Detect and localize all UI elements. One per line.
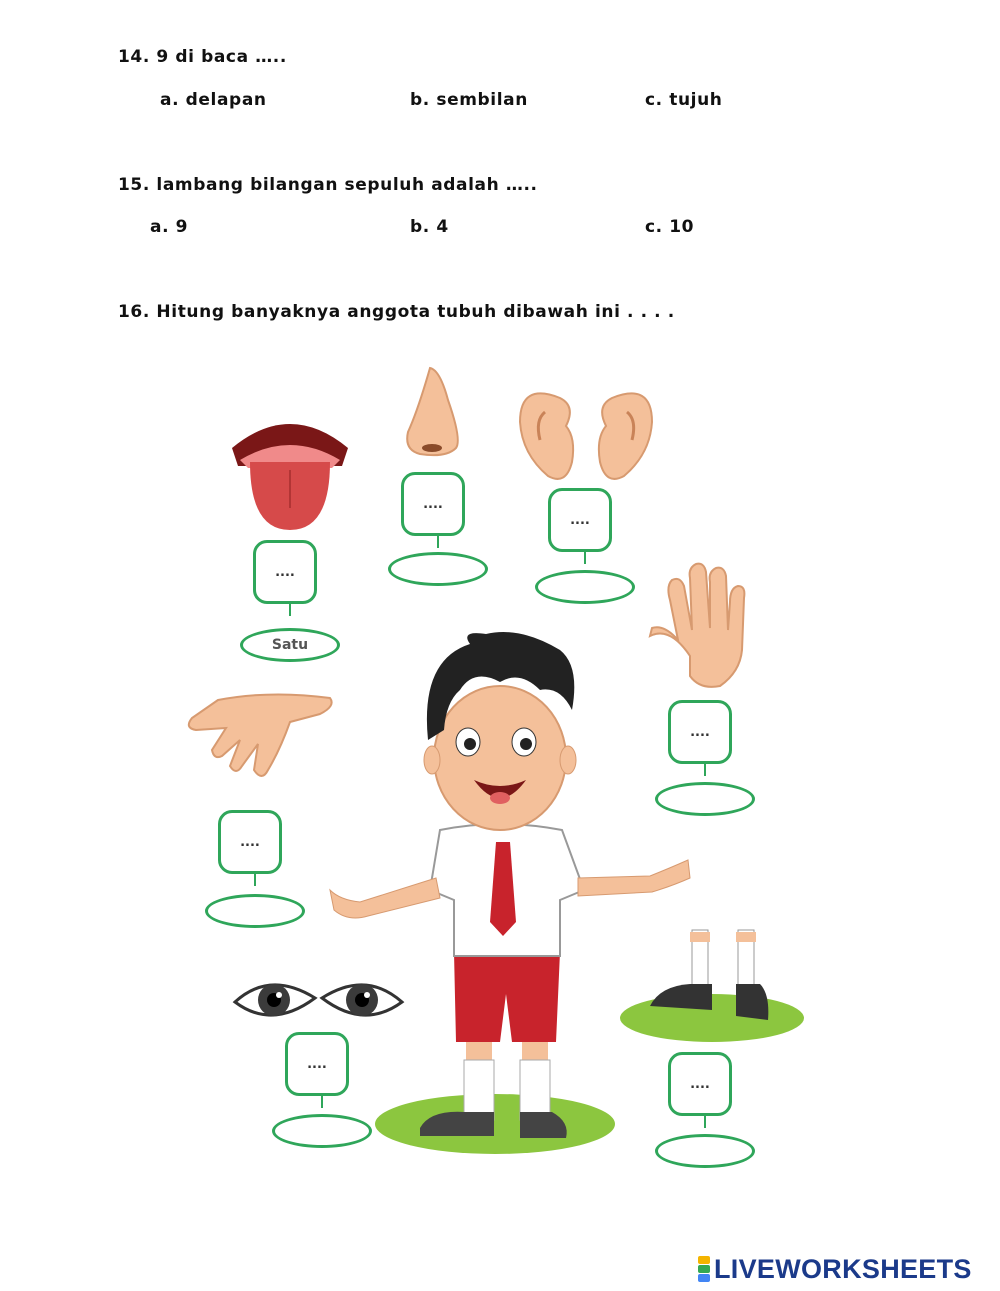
connector-line (704, 1116, 706, 1128)
nose-word-oval[interactable] (388, 552, 488, 586)
question-15: 15. lambang bilangan sepuluh adalah ….. (118, 175, 538, 195)
nose-image (407, 368, 458, 455)
fingers-count-box[interactable]: .... (218, 810, 282, 874)
body-parts-illustration (0, 330, 1000, 1230)
boy-image (330, 632, 690, 1154)
tongue-image (232, 424, 348, 530)
connector-line (704, 764, 706, 776)
hand-word-oval[interactable] (655, 782, 755, 816)
connector-line (437, 536, 439, 548)
question-16: 16. Hitung banyaknya anggota tubuh dibawah ini . . . . (118, 302, 675, 322)
fingers-image (189, 694, 332, 776)
eyes-image (235, 984, 402, 1016)
hand-count-box[interactable]: .... (668, 700, 732, 764)
question-15-option-c: c. 10 (645, 217, 695, 237)
question-14-option-a: a. delapan (160, 90, 267, 110)
hand-image (650, 564, 744, 687)
feet-word-oval[interactable] (655, 1134, 755, 1168)
connector-line (254, 874, 256, 886)
question-15-option-a: a. 9 (150, 217, 189, 237)
feet-count-box[interactable]: .... (668, 1052, 732, 1116)
ears-image (520, 393, 652, 479)
ears-word-oval[interactable] (535, 570, 635, 604)
eyes-word-oval[interactable] (272, 1114, 372, 1148)
eyes-count-box[interactable]: .... (285, 1032, 349, 1096)
question-15-option-b: b. 4 (410, 217, 449, 237)
nose-count-box[interactable]: .... (401, 472, 465, 536)
liveworksheets-logo-icon (698, 1256, 710, 1283)
liveworksheets-brand (698, 1254, 972, 1284)
ears-count-box[interactable]: .... (548, 488, 612, 552)
tongue-word-oval[interactable]: Satu (240, 628, 340, 662)
question-14-option-c: c. tujuh (645, 90, 723, 110)
fingers-word-oval[interactable] (205, 894, 305, 928)
connector-line (584, 552, 586, 564)
brand-name: LIVEWORKSHEETS (714, 1253, 972, 1284)
connector-line (289, 604, 291, 616)
feet-image (620, 930, 804, 1042)
question-14: 14. 9 di baca ….. (118, 47, 287, 67)
tongue-count-box[interactable]: .... (253, 540, 317, 604)
question-14-option-b: b. sembilan (410, 90, 528, 110)
connector-line (321, 1096, 323, 1108)
